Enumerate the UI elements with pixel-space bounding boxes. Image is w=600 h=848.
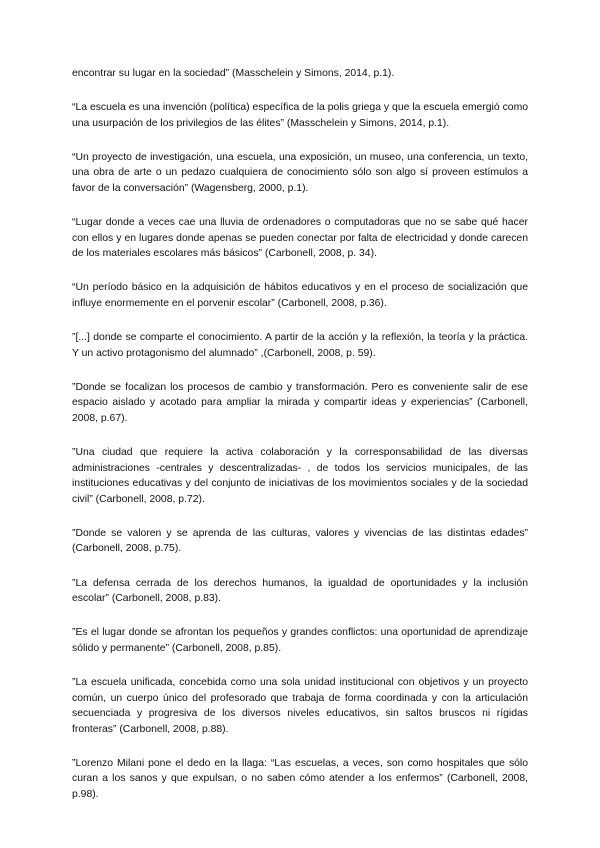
paragraph-12: ”La escuela unificada, concebida como una sola unidad institucional con objetivos y un proyecto común, un cuerpo único del profesorado que trabaja de forma coordinada y con la articulación secuenciada y progresiva de los diversos niveles educativos, sin saltos bruscos ni rígidas fronteras” (Carbonell, 2008, p.88).: [72, 676, 528, 735]
paragraph-1: encontrar su lugar en la sociedad” (Masschelein y Simons, 2014, p.1).: [72, 68, 395, 79]
document-body: [72, 66, 528, 821]
paragraph-7: ”Donde se focalizan los procesos de cambio y transformación. Pero es conveniente salir de ese espacio aislado y acotado para ampliar la mirada y compartir ideas y experiencias” (Carbonell, 2008, p.67).: [72, 381, 528, 424]
paragraph-3: “Un proyecto de investigación, una escuela, una exposición, un museo, una conferencia, un texto, una obra de arte o un pedazo cualquiera de conocimiento sólo son algo sí proveen estímulos a favor de la conversación” (Wagensberg, 2000, p.1).: [72, 151, 528, 194]
paragraph-4: “Lugar donde a veces cae una lluvia de ordenadores o computadoras que no se sabe qué hacer con ellos y en lugares donde apenas se pueden conectar por falta de electricidad y donde carecen de los materiales escolares más básicos” (Carbonell, 2008, p. 34).: [72, 217, 528, 260]
paragraph-6: ”[...] donde se comparte el conocimiento. A partir de la acción y la reflexión, la teoría y la práctica. Y un activo protagonismo del alumnado” ,(Carbonell, 2008, p. 59).: [72, 332, 528, 359]
paragraph-8: ”Una ciudad que requiere la activa colaboración y la corresponsabilidad de las diversas administraciones -centrales y descentralizadas- , de todos los servicios municipales, de las instituciones educativas y del conjunto de iniciativas de los movimientos sociales y de la sociedad civil” (Carbonell, 2008, p.72).: [72, 447, 528, 505]
paragraph-5: “Un período básico en la adquisición de hábitos educativos y en el proceso de socialización que influye enormemente en el porvenir escolar” (Carbonell, 2008, p.36).: [72, 282, 528, 309]
paragraph-11: ”Es el lugar donde se afrontan los pequeños y grandes conflictos: una oportunidad de aprendizaje sólido y permanente” (Carbonell, 2008, p.85).: [72, 627, 528, 654]
paragraph-13: ”Lorenzo Milani pone el dedo en la llaga: “Las escuelas, a veces, son como hospitales que sólo curan a los sanos y que expulsan, o no saben cómo atender a los enfermos” (Carbonell, 2008, p.98).: [72, 757, 528, 800]
paragraph-2: “La escuela es una invención (política) específica de la polis griega y que la escuela emergió como una usurpación de los privilegios de las élites” (Masschelein y Simons, 2014, p.1).: [72, 102, 528, 129]
paragraph-9: ”Donde se valoren y se aprenda de las culturas, valores y vivencias de las distintas edades” (Carbonell, 2008, p.75).: [72, 527, 528, 555]
paragraph-10: ”La defensa cerrada de los derechos humanos, la igualdad de oportunidades y la inclusión escolar” (Carbonell, 2008, p.83).: [72, 577, 528, 605]
